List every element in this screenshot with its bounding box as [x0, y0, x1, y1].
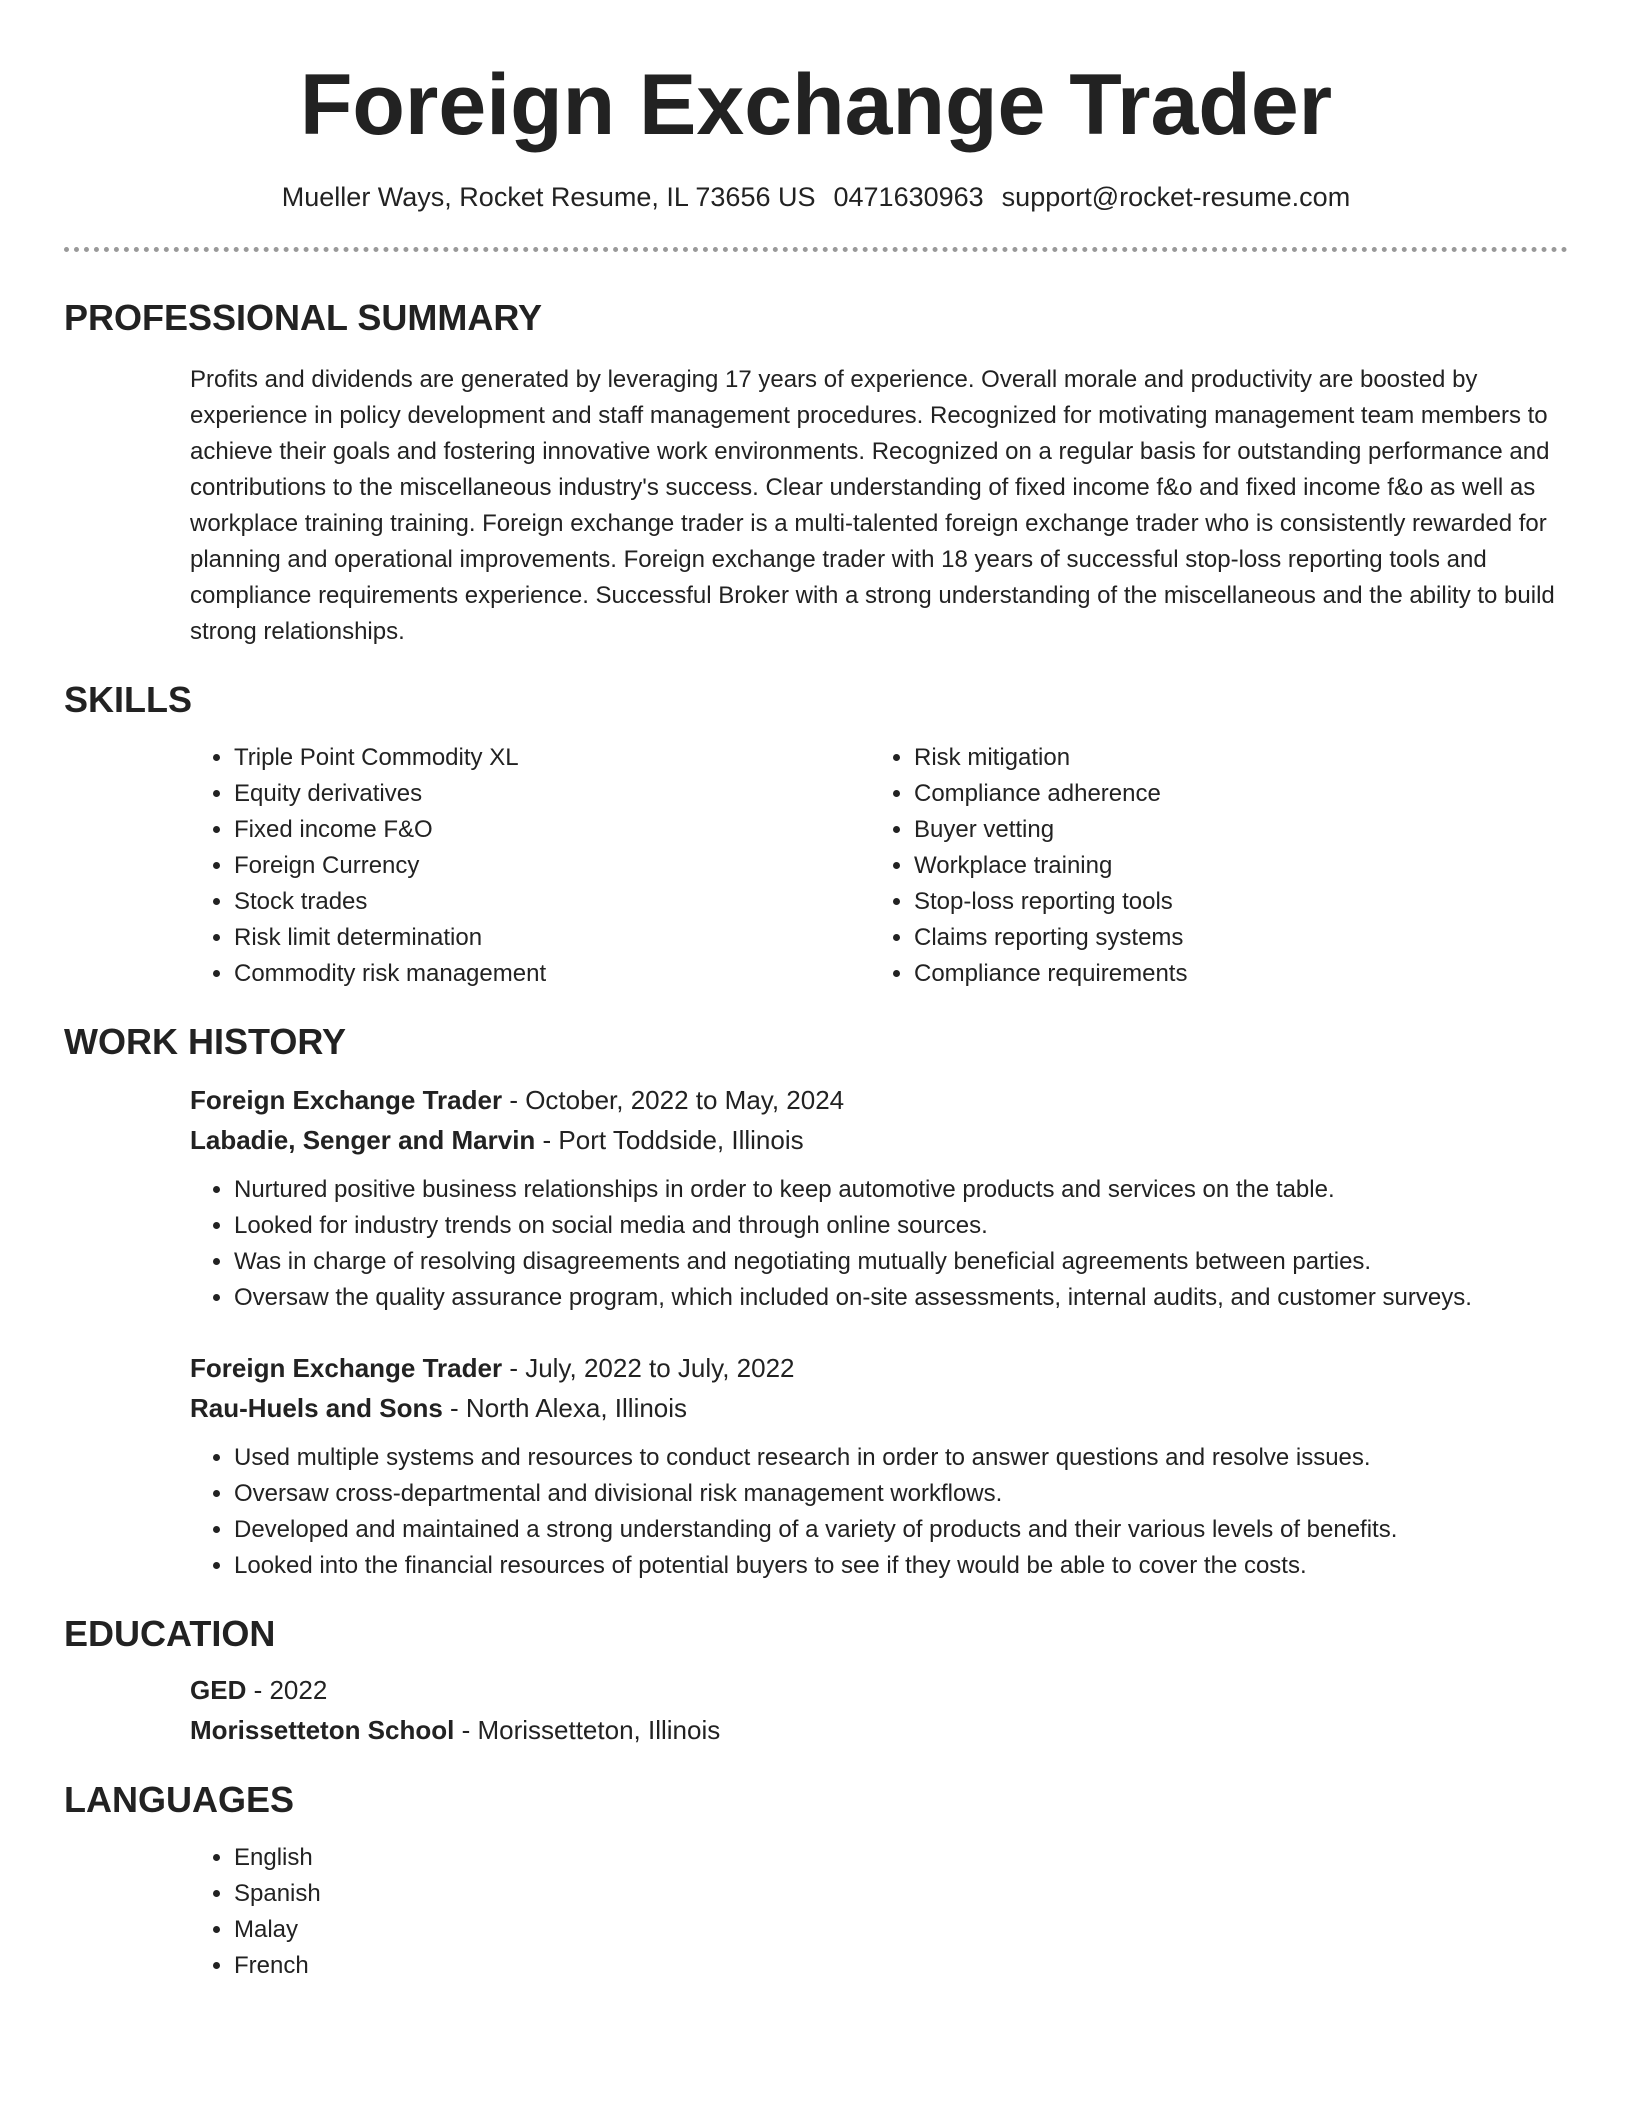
job-bullet: • Looked into the financial resources of potential buyers to see if they would be able to cover the costs. [234, 1548, 1568, 1584]
skill-item: • Claims reporting systems [914, 920, 1550, 956]
language-item: • Spanish [234, 1876, 1568, 1912]
job-position: Foreign Exchange Trader [190, 1353, 503, 1383]
job-company-line [190, 1120, 1568, 1160]
skill-item: • Risk mitigation [914, 740, 1550, 776]
skill-item: • Buyer vetting [914, 812, 1550, 848]
language-item: • French [234, 1948, 1568, 1984]
skills-column-left [190, 740, 870, 992]
skills-list-right [870, 740, 1550, 992]
job-location: - North Alexa, Illinois [442, 1393, 688, 1423]
job-entry [190, 1348, 1568, 1584]
job-dates: - July, 2022 to July, 2022 [502, 1353, 795, 1383]
skills-section [190, 740, 1568, 992]
job-bullet: • Was in charge of resolving disagreements and negotiating mutually beneficial agreements between parties. [234, 1244, 1568, 1280]
skill-item: • Stop-loss reporting tools [914, 884, 1550, 920]
job-bullet: • Looked for industry trends on social media and through online sources. [234, 1208, 1568, 1244]
education-heading: EDUCATION [64, 1613, 276, 1654]
skills-list-left [190, 740, 870, 992]
education-degree: GED [190, 1675, 247, 1705]
header-divider [64, 247, 1568, 252]
summary-section [190, 362, 1568, 650]
skills-heading: SKILLS [64, 679, 193, 720]
job-title-line [190, 1080, 1568, 1120]
contact-line [64, 179, 1568, 215]
education-school: Morissetteton School [190, 1715, 455, 1745]
contact-phone: 0471630963 [833, 182, 984, 212]
education-year: - 2022 [246, 1675, 328, 1705]
languages-list [190, 1840, 1568, 1984]
skill-item: • Fixed income F&O [234, 812, 870, 848]
resume-page [64, 0, 1568, 1984]
job-dates: - October, 2022 to May, 2024 [502, 1085, 845, 1115]
contact-email: support@rocket-resume.com [1001, 182, 1351, 212]
skill-item: • Foreign Currency [234, 848, 870, 884]
job-company: Rau-Huels and Sons [190, 1393, 443, 1423]
skill-item: • Commodity risk management [234, 956, 870, 992]
summary-text: Profits and dividends are generated by leveraging 17 years of experience. Overall morale and productivity are boosted by experience in policy development and staff management procedures. Recognized for motivating management team members to achieve their goals and fostering innovative work environments. Recognized on a regular basis for outstanding performance and contributions to the miscellaneous industry's success. Clear understanding of fixed income f&o and fixed income f&o as well as workplace training training. Foreign exchange trader is a multi-talented foreign exchange trader who is consistently rewarded for planning and operational improvements. Foreign exchange trader with 18 years of successful stop-loss reporting tools and compliance requirements experience. Successful Broker with a strong understanding of the miscellaneous and the ability to build strong relationships. [190, 366, 1555, 645]
contact-address: Mueller Ways, Rocket Resume, IL 73656 US [281, 182, 816, 212]
job-entry [190, 1080, 1568, 1316]
job-company: Labadie, Senger and Marvin [190, 1125, 536, 1155]
resume-title: Foreign Exchange Trader [299, 57, 1333, 153]
job-bullet: • Oversaw the quality assurance program, which included on-site assessments, internal audits, and customer surveys. [234, 1280, 1568, 1316]
language-item: • English [234, 1840, 1568, 1876]
skills-column-right [870, 740, 1550, 992]
languages-section [190, 1840, 1568, 1984]
job-bullets [190, 1440, 1568, 1584]
language-item: • Malay [234, 1912, 1568, 1948]
job-bullets [190, 1172, 1568, 1316]
skill-item: • Compliance adherence [914, 776, 1550, 812]
job-position: Foreign Exchange Trader [190, 1085, 503, 1115]
job-bullet: • Developed and maintained a strong understanding of a variety of products and their various levels of benefits. [234, 1512, 1568, 1548]
education-school-line [190, 1710, 1568, 1750]
education-degree-line [190, 1670, 1568, 1710]
summary-heading: PROFESSIONAL SUMMARY [64, 297, 543, 338]
education-location: - Morissetteton, Illinois [454, 1715, 721, 1745]
skill-item: • Triple Point Commodity XL [234, 740, 870, 776]
job-bullet: • Nurtured positive business relationships in order to keep automotive products and services on the table. [234, 1172, 1568, 1208]
job-location: - Port Toddside, Illinois [535, 1125, 804, 1155]
skill-item: • Risk limit determination [234, 920, 870, 956]
education-section [190, 1670, 1568, 1750]
skill-item: • Stock trades [234, 884, 870, 920]
job-company-line [190, 1388, 1568, 1428]
skill-item: • Equity derivatives [234, 776, 870, 812]
job-bullet: • Oversaw cross-departmental and divisional risk management workflows. [234, 1476, 1568, 1512]
job-title-line [190, 1348, 1568, 1388]
skill-item: • Compliance requirements [914, 956, 1550, 992]
work-heading: WORK HISTORY [64, 1021, 347, 1062]
job-bullet: • Used multiple systems and resources to conduct research in order to answer questions and resolve issues. [234, 1440, 1568, 1476]
languages-heading: LANGUAGES [64, 1779, 295, 1820]
skill-item: • Workplace training [914, 848, 1550, 884]
